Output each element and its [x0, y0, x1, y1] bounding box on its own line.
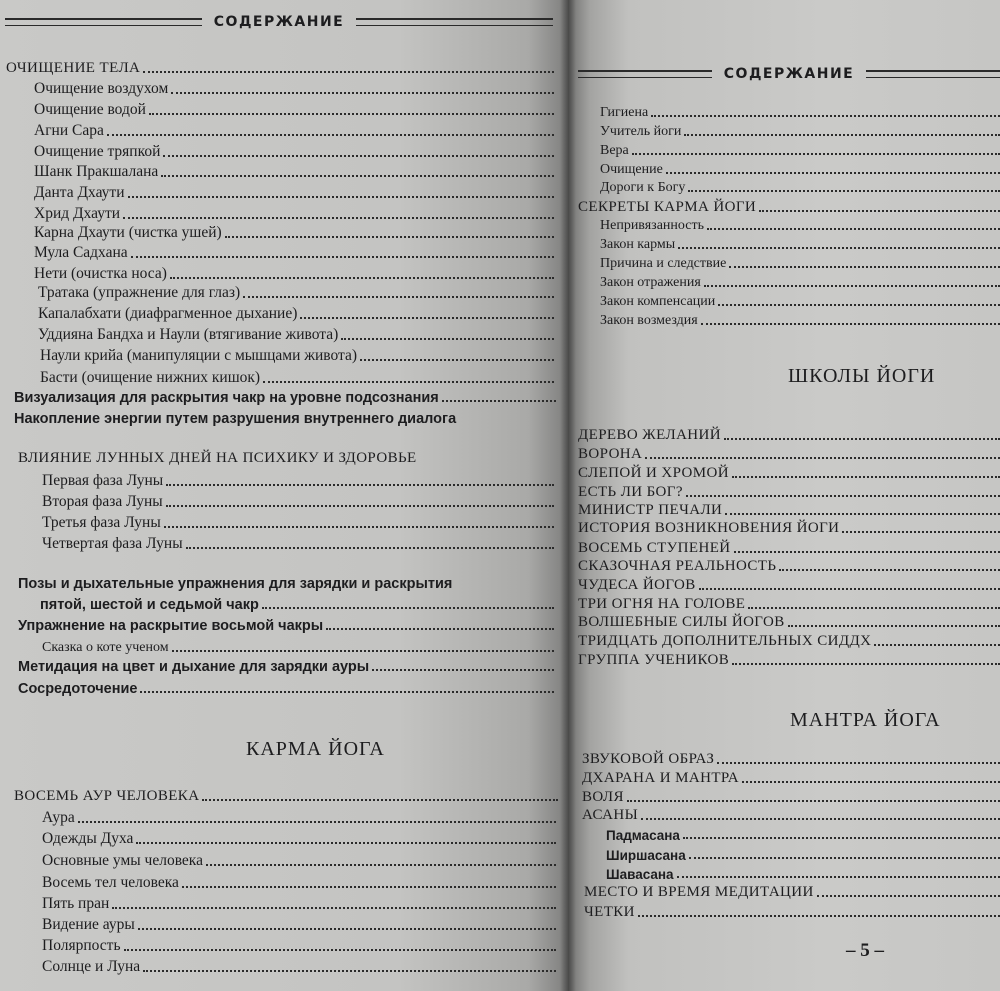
- toc-entry: ДХАРАНА И МАНТРА: [582, 770, 1000, 787]
- header-rule: [5, 18, 202, 26]
- toc-entry: ВОРОНА: [578, 446, 1000, 463]
- toc-entry: Наули крийа (манипуляции с мышцами живота): [40, 347, 554, 365]
- toc-entry: Уддияна Бандха и Наули (втягивание живота): [38, 326, 554, 344]
- toc-entry: Восемь тел человека: [42, 874, 556, 892]
- toc-entry: ВОЛЯ: [582, 789, 1000, 806]
- toc-entry: Закон кармы: [600, 237, 1000, 253]
- toc-entry: Очищение: [600, 162, 1000, 178]
- header-title: СОДЕРЖАНИЕ: [723, 66, 855, 82]
- toc-entry: Нети (очистка носа): [34, 265, 554, 283]
- toc-entry: Ширшасана: [606, 848, 1000, 863]
- book-spine-shadow: [560, 0, 576, 991]
- toc-entry: Причина и следствие: [600, 256, 1000, 272]
- toc-entry: Агни Сара: [34, 122, 554, 140]
- header-rule: [356, 18, 553, 26]
- toc-entry: Видение ауры: [42, 916, 556, 934]
- toc-entry: Метидация на цвет и дыхание для зарядки ауры: [18, 659, 554, 675]
- toc-entry: АСАНЫ: [582, 807, 1000, 824]
- toc-entry: Солнце и Луна: [42, 958, 556, 976]
- toc-entry: ВОСЕМЬ СТУПЕНЕЙ: [578, 540, 1000, 557]
- toc-entry: Вторая фаза Луны: [42, 493, 554, 511]
- toc-entry: ТРИДЦАТЬ ДОПОЛНИТЕЛЬНЫХ СИДДХ: [578, 633, 1000, 650]
- section-heading-schools: ШКОЛЫ ЙОГИ: [788, 365, 936, 387]
- right-page-header: [578, 66, 1000, 82]
- toc-entry: Учитель йоги: [600, 124, 1000, 140]
- toc-entry: Основные умы человека: [42, 852, 556, 870]
- toc-entry: Гигиена: [600, 105, 1000, 121]
- toc-entry: Дороги к Богу: [600, 180, 1000, 196]
- toc-entry: ЧЕТКИ: [584, 904, 1000, 921]
- toc-entry: Полярпость: [42, 937, 556, 955]
- toc-entry: МЕСТО И ВРЕМЯ МЕДИТАЦИИ: [584, 884, 1000, 901]
- toc-entry: Визуализация для раскрытия чакр на уровне подсознания: [14, 390, 556, 406]
- toc-entry: ИСТОРИЯ ВОЗНИКНОВЕНИЯ ЙОГИ: [578, 520, 1000, 537]
- toc-entry: ЕСТЬ ЛИ БОГ?: [578, 484, 1000, 501]
- toc-entry: Шавасана: [606, 867, 1000, 882]
- toc-entry: ОЧИЩЕНИЕ ТЕЛА: [6, 60, 554, 77]
- toc-entry: Четвертая фаза Луны: [42, 535, 554, 553]
- toc-entry: Непривязанность: [600, 218, 1000, 234]
- toc-entry: Хрид Дхаути: [34, 205, 554, 223]
- toc-entry: Накопление энергии путем разрушения внутреннего диалога: [14, 411, 457, 427]
- toc-entry: Очищение воздухом: [34, 80, 554, 98]
- toc-entry: ЗВУКОВОЙ ОБРАЗ: [582, 751, 1000, 768]
- header-rule: [866, 70, 1000, 78]
- toc-entry: ТРИ ОГНЯ НА ГОЛОВЕ: [578, 596, 1000, 613]
- toc-entry: Очищение тряпкой: [34, 143, 554, 161]
- toc-entry: Закон возмездия: [600, 313, 1000, 329]
- toc-entry: Тратака (упражнение для глаз): [38, 284, 554, 302]
- toc-entry: Вера: [600, 143, 1000, 159]
- toc-entry: СКАЗОЧНАЯ РЕАЛЬНОСТЬ: [578, 558, 1000, 575]
- section-heading-mantra: МАНТРА ЙОГА: [790, 709, 941, 731]
- toc-entry: Упражнение на раскрытие восьмой чакры: [18, 618, 554, 634]
- toc-entry: Сказка о коте ученом: [42, 640, 554, 656]
- header-rule: [578, 70, 712, 78]
- toc-entry: Третья фаза Луны: [42, 514, 554, 532]
- toc-entry: ВОСЕМЬ АУР ЧЕЛОВЕКА: [14, 788, 558, 805]
- toc-entry: Очищение водой: [34, 101, 554, 119]
- toc-entry: Пять пран: [42, 895, 556, 913]
- toc-entry: СЛЕПОЙ И ХРОМОЙ: [578, 465, 1000, 482]
- toc-entry: Мула Садхана: [34, 244, 554, 262]
- page-number: – 5 –: [846, 940, 884, 961]
- right-page: [568, 0, 1000, 991]
- toc-entry: Данта Дхаути: [34, 184, 554, 202]
- toc-entry: Карна Дхаути (чистка ушей): [34, 224, 554, 242]
- toc-entry: Сосредоточение: [18, 681, 554, 697]
- toc-entry: Закон отражения: [600, 275, 1000, 291]
- toc-entry: ДЕРЕВО ЖЕЛАНИЙ: [578, 427, 1000, 444]
- toc-entry: ВЛИЯНИЕ ЛУННЫХ ДНЕЙ НА ПСИХИКУ И ЗДОРОВЬЕ: [18, 450, 417, 466]
- toc-entry: Одежды Духа: [42, 830, 556, 848]
- toc-entry: ВОЛШЕБНЫЕ СИЛЫ ЙОГОВ: [578, 614, 1000, 631]
- toc-entry: Шанк Пракшалана: [34, 163, 554, 181]
- toc-entry: Закон компенсации: [600, 294, 1000, 310]
- toc-entry: Капалабхати (диафрагменное дыхание): [38, 305, 554, 323]
- toc-entry: Падмасана: [606, 828, 1000, 843]
- toc-entry: Первая фаза Луны: [42, 472, 554, 490]
- section-heading-karma-yoga: КАРМА ЙОГА: [246, 738, 385, 760]
- toc-entry: Позы и дыхательные упражнения для зарядки и раскрытия: [18, 576, 453, 592]
- toc-entry: МИНИСТР ПЕЧАЛИ: [578, 502, 1000, 519]
- toc-entry: ГРУППА УЧЕНИКОВ: [578, 652, 1000, 669]
- toc-entry: пятой, шестой и седьмой чакр: [40, 597, 554, 613]
- toc-entry: Аура: [42, 809, 556, 827]
- toc-entry: СЕКРЕТЫ КАРМА ЙОГИ: [578, 199, 1000, 216]
- header-title: СОДЕРЖАНИЕ: [213, 14, 345, 30]
- left-page-header: [5, 14, 553, 30]
- toc-entry: ЧУДЕСА ЙОГОВ: [578, 577, 1000, 594]
- toc-entry: Басти (очищение нижних кишок): [40, 369, 554, 387]
